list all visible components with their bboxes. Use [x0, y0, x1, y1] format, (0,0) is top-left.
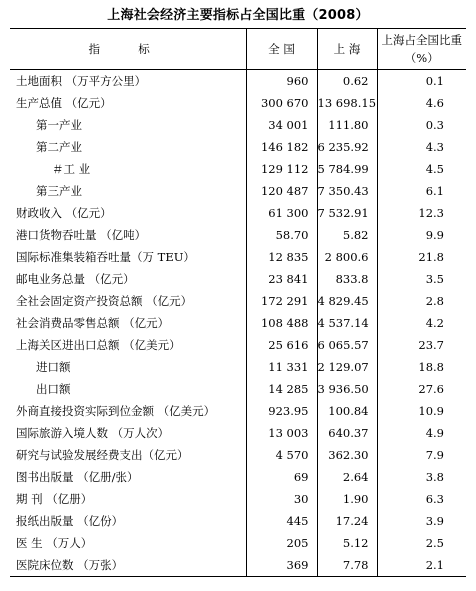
table-row — [10, 290, 466, 312]
shanghai-value: 3 936.50 — [317, 378, 377, 400]
indicator-table — [10, 28, 466, 577]
national-value: 172 291 — [246, 290, 317, 312]
row-label: 邮电业务总量 （亿元） — [16, 272, 135, 286]
shanghai-value: 362.30 — [317, 444, 377, 466]
ratio-value: 12.3 — [377, 202, 466, 224]
indicator-table-wrapper — [10, 28, 466, 577]
shanghai-value: 5.82 — [317, 224, 377, 246]
ratio-value: 27.6 — [377, 378, 466, 400]
table-row — [10, 268, 466, 290]
shanghai-value: 7.78 — [317, 554, 377, 577]
header-indicator: 指 标 — [10, 29, 246, 70]
table-row — [10, 312, 466, 334]
national-value: 960 — [246, 70, 317, 93]
table-row — [10, 334, 466, 356]
table-row — [10, 378, 466, 400]
national-value: 108 488 — [246, 312, 317, 334]
table-row — [10, 356, 466, 378]
national-value: 445 — [246, 510, 317, 532]
shanghai-value: 13 698.15 — [317, 92, 377, 114]
shanghai-value: 1.90 — [317, 488, 377, 510]
national-value: 58.70 — [246, 224, 317, 246]
ratio-value: 0.1 — [377, 70, 466, 93]
national-value: 61 300 — [246, 202, 317, 224]
table-row — [10, 158, 466, 180]
ratio-value: 0.3 — [377, 114, 466, 136]
national-value: 14 285 — [246, 378, 317, 400]
table-row — [10, 444, 466, 466]
table-row — [10, 92, 466, 114]
table-row — [10, 224, 466, 246]
row-label: 进口额 — [36, 360, 71, 374]
shanghai-value: 100.84 — [317, 400, 377, 422]
national-value: 25 616 — [246, 334, 317, 356]
ratio-value: 2.5 — [377, 532, 466, 554]
national-value: 205 — [246, 532, 317, 554]
table-row — [10, 180, 466, 202]
shanghai-value: 4 537.14 — [317, 312, 377, 334]
shanghai-value: 6 065.57 — [317, 334, 377, 356]
national-value: 23 841 — [246, 268, 317, 290]
table-row — [10, 422, 466, 444]
ratio-value: 4.9 — [377, 422, 466, 444]
table-row — [10, 554, 466, 577]
table-header — [10, 29, 466, 70]
national-value: 69 — [246, 466, 317, 488]
national-value: 923.95 — [246, 400, 317, 422]
ratio-value: 10.9 — [377, 400, 466, 422]
table-row — [10, 488, 466, 510]
national-value: 12 835 — [246, 246, 317, 268]
row-label: 出口额 — [36, 382, 71, 396]
shanghai-value: 2.64 — [317, 466, 377, 488]
row-label: 期 刊 （亿册） — [16, 492, 93, 506]
header-ratio-line2: （%） — [404, 51, 439, 65]
row-label: 报纸出版量 （亿份） — [16, 514, 124, 528]
row-label: 图书出版量 （亿册/张） — [16, 470, 139, 484]
header-ratio-line1: 上海占全国比重 — [381, 33, 462, 47]
ratio-value: 2.1 — [377, 554, 466, 577]
shanghai-value: 7 350.43 — [317, 180, 377, 202]
shanghai-value: 17.24 — [317, 510, 377, 532]
ratio-value: 6.1 — [377, 180, 466, 202]
row-label: 第二产业 — [36, 140, 82, 154]
row-label: 外商直接投资实际到位金额 （亿美元） — [16, 404, 216, 418]
national-value: 11 331 — [246, 356, 317, 378]
row-label: 国际旅游入境人数 （万人次） — [16, 426, 170, 440]
ratio-value: 3.8 — [377, 466, 466, 488]
shanghai-value: 2 129.07 — [317, 356, 377, 378]
national-value: 129 112 — [246, 158, 317, 180]
row-label: 社会消费品零售总额 （亿元） — [16, 316, 170, 330]
row-label: 研究与试验发展经费支出（亿元） — [16, 448, 189, 462]
table-body — [10, 70, 466, 577]
shanghai-value: 0.62 — [317, 70, 377, 93]
row-label: ＃工 业 — [52, 162, 91, 176]
shanghai-value: 5 784.99 — [317, 158, 377, 180]
row-label: 土地面积 （万平方公里） — [16, 74, 147, 88]
row-label: 国际标准集装箱吞吐量（万 TEU） — [16, 250, 195, 264]
national-value: 369 — [246, 554, 317, 577]
national-value: 146 182 — [246, 136, 317, 158]
table-row — [10, 466, 466, 488]
header-ratio — [377, 29, 466, 70]
table-row — [10, 246, 466, 268]
ratio-value: 3.5 — [377, 268, 466, 290]
ratio-value: 4.5 — [377, 158, 466, 180]
ratio-value: 7.9 — [377, 444, 466, 466]
shanghai-value: 111.80 — [317, 114, 377, 136]
row-label: 医院床位数 （万张） — [10, 554, 246, 577]
table-title: 上海社会经济主要指标占全国比重（2008） — [107, 8, 369, 23]
national-value: 13 003 — [246, 422, 317, 444]
ratio-value: 23.7 — [377, 334, 466, 356]
row-label: 第三产业 — [36, 184, 82, 198]
table-row — [10, 510, 466, 532]
national-value: 300 670 — [246, 92, 317, 114]
national-value: 30 — [246, 488, 317, 510]
national-value: 120 487 — [246, 180, 317, 202]
shanghai-value: 640.37 — [317, 422, 377, 444]
ratio-value: 9.9 — [377, 224, 466, 246]
header-row — [10, 29, 466, 70]
shanghai-value: 7 532.91 — [317, 202, 377, 224]
ratio-value: 4.3 — [377, 136, 466, 158]
header-shanghai: 上 海 — [317, 29, 377, 70]
ratio-value: 3.9 — [377, 510, 466, 532]
ratio-value: 4.2 — [377, 312, 466, 334]
shanghai-value: 5.12 — [317, 532, 377, 554]
ratio-value: 4.6 — [377, 92, 466, 114]
row-label: 上海关区进出口总额 （亿美元） — [16, 338, 181, 352]
row-label: 生产总值 （亿元） — [16, 96, 112, 110]
row-label: 财政收入 （亿元） — [16, 206, 112, 220]
table-row — [10, 70, 466, 93]
row-label: 港口货物吞吐量 （亿吨） — [16, 228, 147, 242]
table-row — [10, 202, 466, 224]
table-row — [10, 114, 466, 136]
ratio-value: 18.8 — [377, 356, 466, 378]
shanghai-value: 4 829.45 — [317, 290, 377, 312]
row-label: 医 生 （万人） — [16, 536, 93, 550]
national-value: 4 570 — [246, 444, 317, 466]
shanghai-value: 833.8 — [317, 268, 377, 290]
row-label: 全社会固定资产投资总额 （亿元） — [16, 294, 193, 308]
table-row — [10, 400, 466, 422]
shanghai-value: 6 235.92 — [317, 136, 377, 158]
row-label: 第一产业 — [36, 118, 82, 132]
ratio-value: 6.3 — [377, 488, 466, 510]
header-national: 全 国 — [246, 29, 317, 70]
shanghai-value: 2 800.6 — [317, 246, 377, 268]
ratio-value: 2.8 — [377, 290, 466, 312]
table-row — [10, 136, 466, 158]
ratio-value: 21.8 — [377, 246, 466, 268]
table-row — [10, 532, 466, 554]
national-value: 34 001 — [246, 114, 317, 136]
